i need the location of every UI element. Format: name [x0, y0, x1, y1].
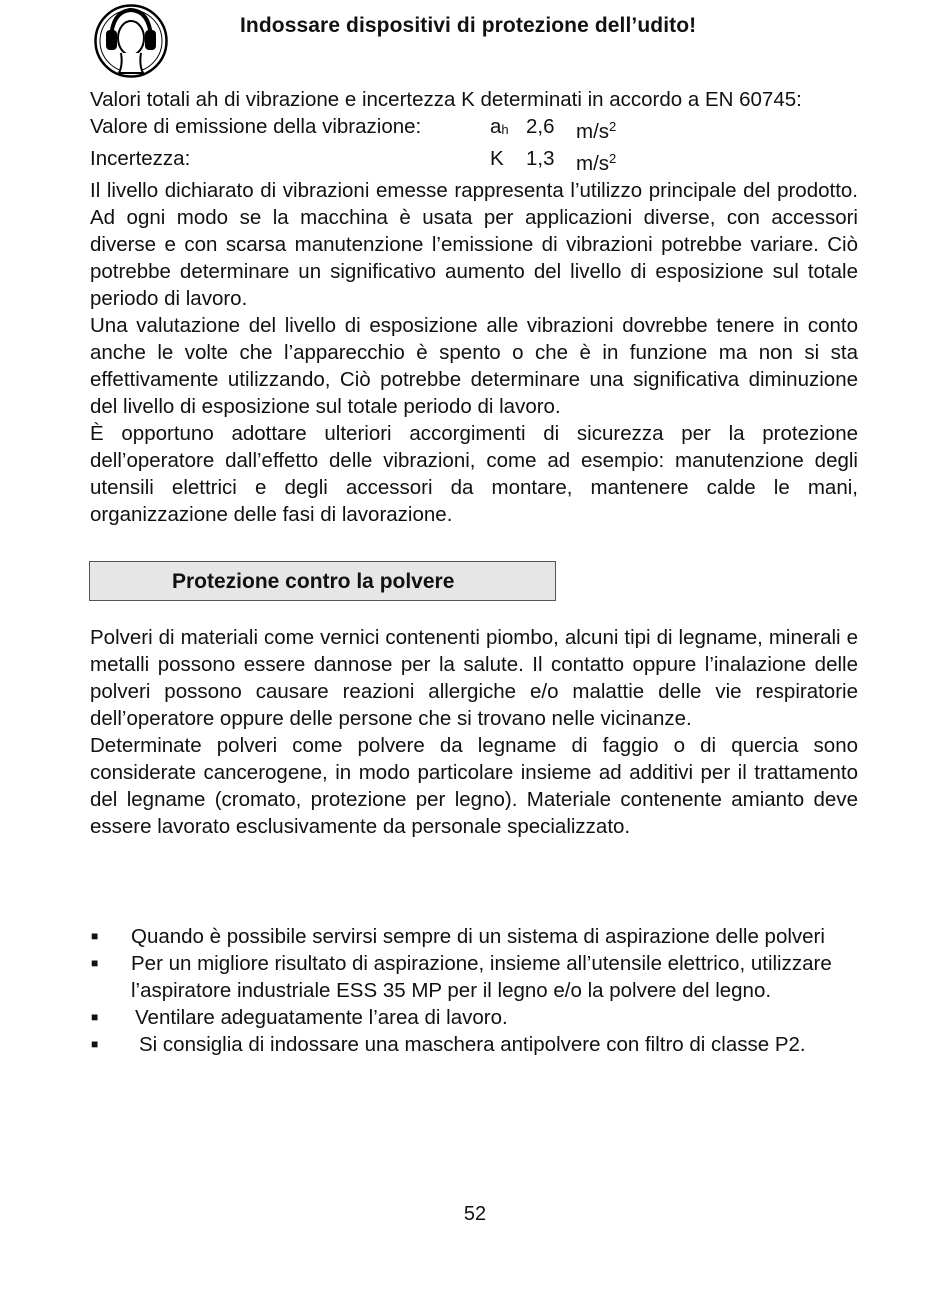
uncertainty-unit: $m/s^2$: [576, 151, 617, 175]
bullet-square-icon: ■: [91, 1037, 99, 1051]
bullet-square-icon: ■: [91, 929, 99, 943]
vibration-section: [90, 86, 858, 528]
list-item-text: Ventilare adeguatamente l’area di lavoro.: [135, 1006, 508, 1029]
emission-symbol: $a_h$: [490, 115, 509, 138]
page-number: 52: [463, 1203, 487, 1225]
list-item: [90, 950, 858, 1004]
uncertainty-label: Incertezza:: [90, 147, 191, 170]
emission-unit: $m/s^2$: [576, 119, 617, 143]
emission-value: 2,6: [526, 115, 555, 138]
dust-section: [90, 624, 858, 840]
dust-paragraph: Polveri di materiali come vernici contenenti piombo, alcuni tipi di legname, minerali e metalli possono essere dannose per la salute. Il contatto oppure l’inalazione delle polveri possono causare reazioni allergiche e/o malattie delle vie respiratorie dell’operatore oppure delle persone che si trovano nelle vicinanze.: [90, 626, 858, 730]
emission-label: Valore di emissione della vibrazione:: [90, 115, 422, 138]
dust-paragraph: Determinate polveri come polvere da legname di faggio o di quercia sono considerate cancerogene, in modo particolare insieme ad additivi per il trattamento del legname (cromato, protezione per legno). Materiale contenente amianto deve essere lavorato esclusivamente da personale specializzato.: [90, 734, 858, 838]
list-item-text: Quando è possibile servirsi sempre di un sistema di aspirazione delle polveri: [131, 925, 825, 948]
uncertainty-symbol: K: [490, 147, 504, 170]
dust-bullet-list: [90, 923, 858, 1058]
list-item-text: Si consiglia di indossare una maschera antipolvere con filtro di classe P2.: [139, 1033, 806, 1056]
ear-protection-icon: [93, 3, 169, 79]
bullet-square-icon: ■: [91, 1010, 99, 1024]
uncertainty-row: [90, 145, 858, 177]
vibration-paragraph: È opportuno adottare ulteriori accorgimenti di sicurezza per la protezione dell’operatore dall’effetto delle vibrazioni, come ad esempio: manutenzione degli utensili elettrici e degli accessori da montare, mantenere calde le mani, organizzazione delle fasi di lavorazione.: [90, 422, 858, 526]
list-item: [90, 923, 858, 950]
warning-heading: Indossare dispositivi di protezione dell’udito!: [240, 14, 697, 37]
vibration-paragraph: Il livello dichiarato di vibrazioni emesse rappresenta l’utilizzo principale del prodotto. Ad ogni modo se la macchina è usata per applicazioni diverse, con accessori diverse e con scarsa manutenzione l’emissione di vibrazioni potrebbe variare. Ciò potrebbe determinare un significativo aumento del livello di esposizione sul totale periodo di lavoro.: [90, 179, 858, 310]
vibration-intro: Valori totali ah di vibrazione e incertezza K determinati in accordo a EN 60745:: [90, 88, 802, 111]
list-item-text: Per un migliore risultato di aspirazione, insieme all’utensile elettrico, utilizzare l’aspiratore industriale ESS 35 MP per il legno e/o la polvere del legno.: [131, 952, 832, 1002]
list-item: [90, 1031, 858, 1058]
bullet-square-icon: ■: [91, 956, 99, 970]
section-title: Protezione contro la polvere: [172, 570, 455, 593]
emission-row: [90, 113, 858, 145]
vibration-paragraph: Una valutazione del livello di esposizione alle vibrazioni dovrebbe tenere in conto anche le volte che l’apparecchio è spento o che è in funzione ma non si sta effettivamente utilizzando, Ciò potrebbe determinare una significativa diminuzione del livello di esposizione sul totale periodo di lavoro.: [90, 314, 858, 418]
list-item: [90, 1004, 858, 1031]
section-heading-box: [89, 561, 556, 601]
uncertainty-value: 1,3: [526, 147, 555, 170]
